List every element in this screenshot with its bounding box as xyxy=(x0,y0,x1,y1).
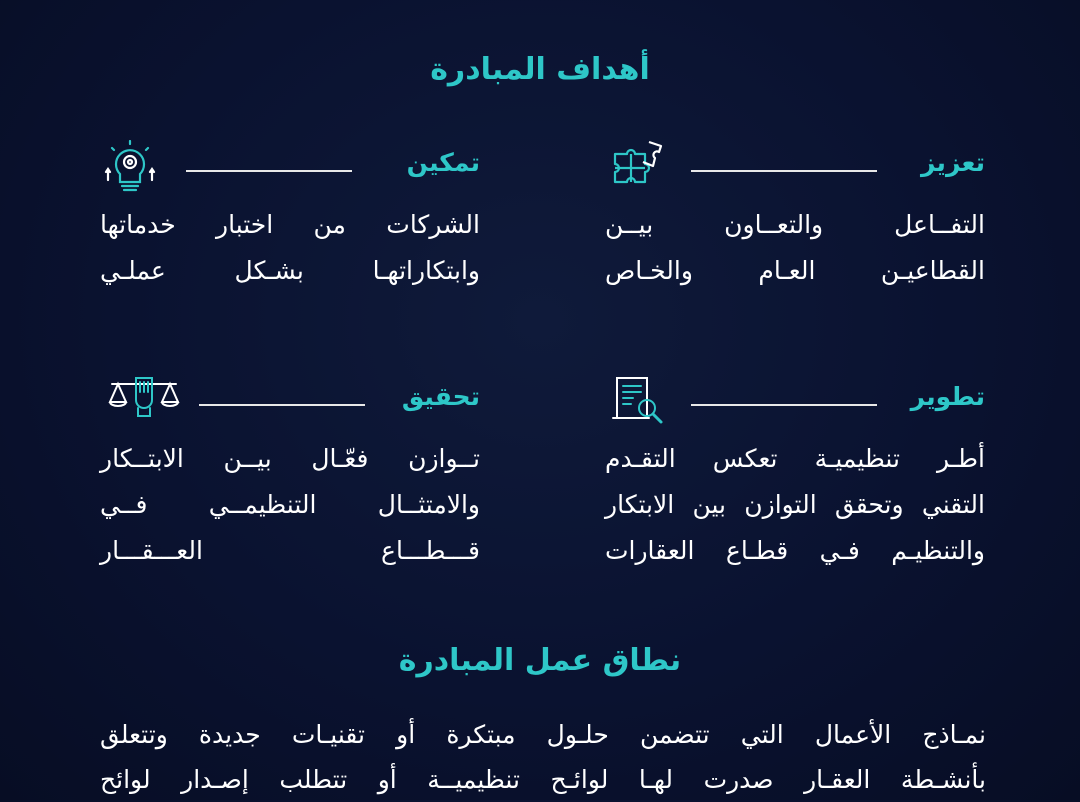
scope-title: نطاق عمل المبادرة xyxy=(398,643,682,678)
goal-card-enable xyxy=(100,144,480,304)
card-line: والتنظيـم فـي قطـاع العقارات xyxy=(605,536,985,565)
goal-card-achieve xyxy=(100,378,480,578)
card-line: قـــطـــاع العـــقـــار xyxy=(100,536,480,565)
card-heading: تحقيق xyxy=(401,382,480,411)
lightbulb-gear-icon xyxy=(104,140,156,200)
scope-paragraph xyxy=(100,712,986,802)
goal-card-enhance xyxy=(605,144,985,304)
heading-rule xyxy=(199,404,365,406)
document-search-icon xyxy=(609,374,667,430)
card-line: وابتكاراتهـا بشـكل عملـي xyxy=(100,256,480,285)
card-line: القطاعيـن العـام والخـاص xyxy=(605,256,985,285)
puzzle-icon xyxy=(609,140,671,196)
goal-card-develop xyxy=(605,378,985,578)
goals-title: أهداف المبادرة xyxy=(430,52,650,87)
heading-rule xyxy=(691,404,877,406)
card-line: التفــاعل والتعــاون بيــن xyxy=(605,210,985,239)
card-heading: تطوير xyxy=(910,382,985,411)
card-line: الشركات من اختبار خدماتها xyxy=(100,210,480,239)
heading-rule xyxy=(186,170,352,172)
scope-line: بأنشـطة العقـار صدرت لهـا لوائـح تنظيميــة أو تتطلب إصـدار لوائح xyxy=(100,765,986,794)
card-line: التقني وتحقق التوازن بين الابتكار xyxy=(605,490,985,519)
heading-rule xyxy=(691,170,877,172)
card-line: أطـر تنظيميـة تعكس التقـدم xyxy=(605,444,985,473)
card-heading: تعزيز xyxy=(921,148,985,177)
scope-line: نمـاذج الأعمال التي تتضمن حلـول مبتكرة أو تقنيـات جديدة وتتعلق xyxy=(100,720,986,749)
scales-fist-icon xyxy=(104,374,184,426)
card-line: والامتثــال التنظيمــي فــي xyxy=(100,490,480,519)
card-heading: تمكين xyxy=(406,148,480,177)
card-line: تــوازن فعّـال بيــن الابتــكار xyxy=(100,444,480,473)
